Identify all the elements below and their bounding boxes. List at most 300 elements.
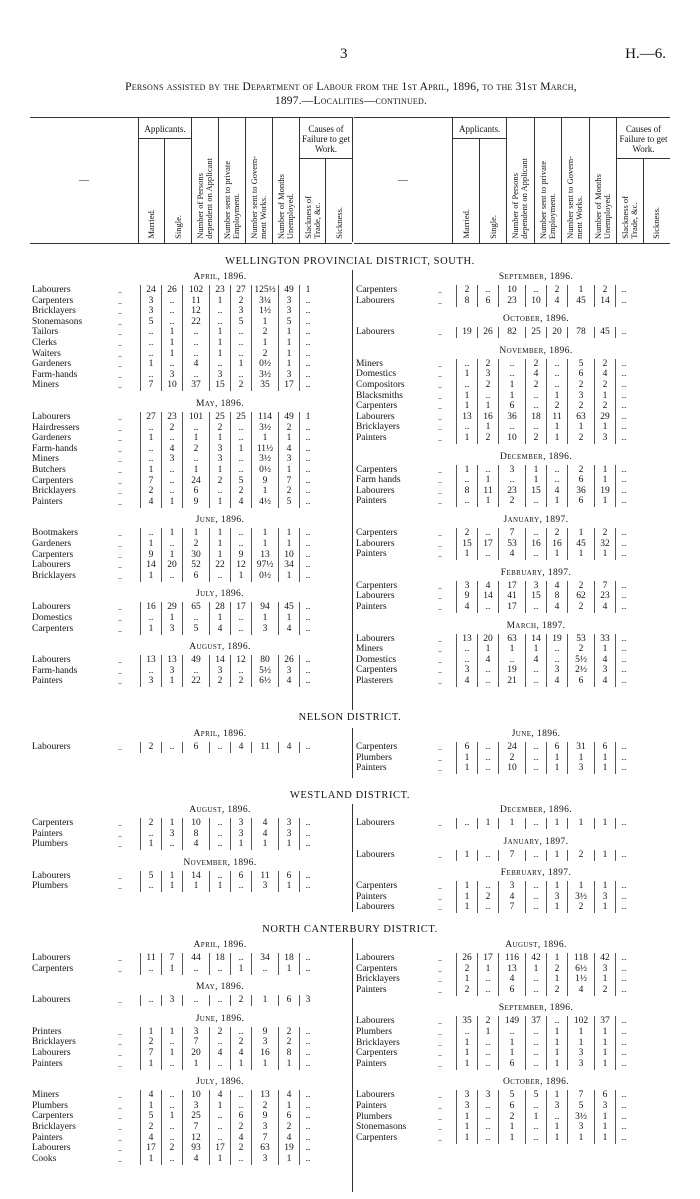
single-value: 3 <box>477 369 498 380</box>
single-value: .. <box>161 486 182 497</box>
married-value: 15 <box>456 539 477 550</box>
single-value: 29 <box>161 602 182 613</box>
occupation-label: Carpenters <box>32 1111 74 1122</box>
married-value: 5 <box>140 871 161 882</box>
dependent-value: .. <box>182 423 209 434</box>
table-row <box>356 549 686 560</box>
dependent-value: 1 <box>498 391 525 402</box>
single-value: 6 <box>477 296 498 307</box>
single-value: 1 <box>161 1027 182 1038</box>
month-heading: August, 1896. <box>189 642 251 653</box>
government-value: 4 <box>546 486 567 497</box>
sickness-value: .. <box>615 753 632 764</box>
table-row <box>32 1154 362 1165</box>
month-heading: August, 1896. <box>189 805 251 815</box>
single-value: .. <box>161 839 182 850</box>
sickness-value: .. <box>299 871 316 882</box>
leader-dots: .. <box>438 882 442 892</box>
dependent-value: .. <box>498 655 525 666</box>
slackness-value: 6 <box>278 871 299 882</box>
sickness-value: .. <box>615 1038 632 1049</box>
row-values <box>456 1122 632 1133</box>
sickness-value: .. <box>615 528 632 539</box>
table-row <box>32 1059 362 1070</box>
dependent-value: 23 <box>498 296 525 307</box>
sickness-value: .. <box>615 433 632 444</box>
sickness-value: .. <box>299 1154 316 1165</box>
occupation-label: Carpenters <box>356 285 398 295</box>
occupation-label: Compositors <box>356 380 405 390</box>
slackness-value: 5 <box>278 317 299 328</box>
government-value: .. <box>230 539 251 550</box>
dependent-value: 149 <box>498 1016 525 1027</box>
months-value: 7 <box>251 1133 278 1144</box>
government-value: 12 <box>230 655 251 666</box>
married-value: 4 <box>456 676 477 687</box>
months-value: 1 <box>567 1133 594 1144</box>
private-value: 2 <box>209 676 230 687</box>
married-value: 1 <box>456 549 477 560</box>
slackness-value: 1 <box>594 422 615 433</box>
table-row <box>356 1101 686 1112</box>
married-value: 3 <box>456 1090 477 1101</box>
government-value: 1 <box>546 391 567 402</box>
married-col <box>453 139 479 243</box>
slackness-value: 4 <box>278 676 299 687</box>
occupation-label: Carpenters <box>356 401 398 412</box>
sickness-value: .. <box>299 380 316 391</box>
row-values <box>456 1059 632 1070</box>
row-values <box>140 1111 316 1122</box>
dependent-value: 53 <box>498 539 525 550</box>
months-value: 6½ <box>567 964 594 975</box>
months-value: 62 <box>567 591 594 602</box>
row-values <box>140 444 316 455</box>
dependent-value: .. <box>498 422 525 433</box>
single-value: .. <box>477 974 498 985</box>
slackness-value: 1 <box>278 613 299 624</box>
private-value: 1 <box>209 327 230 338</box>
government-value: 1 <box>546 763 567 774</box>
private-value: .. <box>525 549 546 560</box>
married-value: 7 <box>140 380 161 391</box>
row-values <box>140 327 316 338</box>
sickness-heading: Sickness. <box>333 207 344 239</box>
occupation-label: Labourers <box>32 1143 71 1154</box>
private-value: .. <box>525 602 546 613</box>
government-heading: Number sent to Govern- ment Works. <box>248 156 268 239</box>
leader-dots: .. <box>118 370 122 380</box>
sickness-value: .. <box>299 1090 316 1101</box>
month-heading: September, 1896. <box>498 272 574 282</box>
married-value: 35 <box>456 1016 477 1027</box>
dependent-value: 2 <box>182 444 209 455</box>
dependent-value: 17 <box>498 581 525 592</box>
private-value: .. <box>209 571 230 582</box>
single-value: 23 <box>161 412 182 423</box>
slackness-value: 1 <box>278 571 299 582</box>
leader-dots: .. <box>438 286 442 295</box>
row-values <box>456 964 632 975</box>
table-row <box>32 433 362 444</box>
slackness-value: 1 <box>278 539 299 550</box>
married-col <box>139 139 165 243</box>
single-value: 1 <box>161 871 182 882</box>
occupation-label: Plumbers <box>356 752 392 763</box>
table-row <box>32 1111 362 1122</box>
dependent-value: 2 <box>498 496 525 507</box>
single-value: 20 <box>477 634 498 645</box>
leader-dots: .. <box>118 871 122 881</box>
slackness-value: 1 <box>278 349 299 360</box>
occupation-label: Painters <box>356 984 387 995</box>
leader-dots: .. <box>438 850 442 860</box>
occupation-label: Carpenters <box>356 742 398 752</box>
married-value: .. <box>456 380 477 391</box>
table-row <box>356 591 686 602</box>
government-value: 2 <box>230 296 251 307</box>
dependent-value: 1 <box>182 528 209 539</box>
dependent-value: 4 <box>498 549 525 560</box>
leader-dots: .. <box>438 1112 442 1122</box>
table-row <box>32 317 362 328</box>
leader-dots: .. <box>438 1123 442 1133</box>
government-value: 3 <box>230 306 251 317</box>
government-value: 1 <box>230 839 251 850</box>
dependent-value: 52 <box>182 560 209 571</box>
row-values <box>456 1112 632 1123</box>
months-value: 3 <box>251 1037 278 1048</box>
sickness-value: .. <box>615 634 632 645</box>
married-value: 19 <box>456 327 477 338</box>
slackness-value: 1 <box>594 1038 615 1049</box>
leader-dots: .. <box>438 964 442 974</box>
slackness-value: 1 <box>594 1122 615 1133</box>
leader-dots: .. <box>118 413 122 422</box>
month-heading: July, 1896. <box>196 589 244 600</box>
slackness-value: 3 <box>594 433 615 444</box>
occupation-label: Painters <box>356 1058 387 1069</box>
dependent-value: 1 <box>182 433 209 444</box>
row-values <box>140 839 316 850</box>
dependent-value: 6 <box>182 742 209 753</box>
occupation-label: Carpenters <box>32 295 74 306</box>
sickness-value: .. <box>299 839 316 850</box>
occupation-label: Bricklayers <box>32 1122 76 1132</box>
row-values <box>456 1027 632 1038</box>
married-value: .. <box>140 370 161 381</box>
sickness-value: .. <box>615 369 632 380</box>
slackness-value: 6 <box>278 1111 299 1122</box>
leader-dots: .. <box>118 819 122 828</box>
dependent-value: 1 <box>498 380 525 391</box>
occupation-label: Domestics <box>356 369 397 380</box>
married-value: 4 <box>140 497 161 508</box>
row-values <box>140 550 316 561</box>
married-value: .. <box>140 613 161 624</box>
dependent-value: .. <box>182 454 209 465</box>
row-values <box>456 475 632 486</box>
table-row <box>32 1048 362 1059</box>
slackness-value: 1 <box>594 763 615 774</box>
slackness-value: 4 <box>278 1090 299 1101</box>
row-values <box>456 974 632 985</box>
page-number: 3 <box>340 46 348 62</box>
private-value: .. <box>525 676 546 687</box>
months-value: 1 <box>251 539 278 550</box>
sickness-value: .. <box>299 953 316 964</box>
slackness-value: 2 <box>594 359 615 370</box>
occupation-label: Gardeners <box>32 359 72 370</box>
row-values <box>456 391 632 402</box>
leader-dots: .. <box>438 412 442 422</box>
married-value: .. <box>140 349 161 360</box>
private-heading-col <box>218 118 245 243</box>
sickness-value: .. <box>299 1037 316 1048</box>
month-heading: August, 1896. <box>505 940 567 950</box>
month-heading: December, 1896. <box>499 451 573 462</box>
column-divider <box>352 804 353 912</box>
private-value: 3 <box>209 370 230 381</box>
dependent-value: 4 <box>498 974 525 985</box>
married-value: 16 <box>140 602 161 613</box>
leader-dots: .. <box>438 370 442 380</box>
table-row <box>356 974 686 985</box>
table-row <box>356 475 686 486</box>
table-row <box>32 624 362 635</box>
occupation-label: Painters <box>32 1058 63 1069</box>
table-row <box>32 454 362 465</box>
private-value: .. <box>209 306 230 317</box>
married-value: 1 <box>140 624 161 635</box>
occupation-label: Painters <box>32 496 63 507</box>
row-values <box>140 1101 316 1112</box>
occupation-label: Domestics <box>356 654 397 665</box>
leader-dots: .. <box>118 296 122 306</box>
slackness-value: 3 <box>278 296 299 307</box>
months-value: 6 <box>567 676 594 687</box>
leader-dots: .. <box>438 1049 442 1059</box>
occupation-label: Painters <box>356 549 387 560</box>
row-values <box>456 881 632 892</box>
sickness-value: .. <box>299 560 316 571</box>
table-row <box>32 602 362 613</box>
single-value: .. <box>477 1112 498 1123</box>
occupation-label: Gardeners <box>32 433 72 444</box>
months-value: 36 <box>567 486 594 497</box>
married-value: 3 <box>140 676 161 687</box>
slackness-value: 3 <box>278 454 299 465</box>
dependent-value: 1 <box>498 1048 525 1059</box>
months-value: 63 <box>567 412 594 423</box>
private-value: .. <box>209 1059 230 1070</box>
single-value: .. <box>161 1101 182 1112</box>
married-value: 2 <box>140 486 161 497</box>
months-value: 9 <box>251 1027 278 1038</box>
slackness-value: 2 <box>594 528 615 539</box>
dependent-value: 41 <box>498 591 525 602</box>
private-value: .. <box>209 818 230 829</box>
leader-dots: .. <box>438 1102 442 1111</box>
private-value: 1 <box>209 1101 230 1112</box>
months-value: 114 <box>251 412 278 423</box>
table-row <box>356 753 686 764</box>
months-value: 2 <box>567 433 594 444</box>
government-value: 2 <box>230 676 251 687</box>
months-value: 13 <box>251 550 278 561</box>
row-values <box>456 422 632 433</box>
private-heading: Number sent to private Employment. <box>537 160 557 239</box>
slackness-value: 1 <box>278 528 299 539</box>
sickness-value: .. <box>615 412 632 423</box>
row-values <box>456 892 632 903</box>
slackness-value: 1 <box>594 818 615 829</box>
dependent-value: 1 <box>498 644 525 655</box>
married-value: 6 <box>456 742 477 753</box>
months-value: 5 <box>567 1101 594 1112</box>
dependent-value: 2 <box>498 753 525 764</box>
row-values <box>456 953 632 964</box>
dependent-value: 10 <box>498 763 525 774</box>
row-values <box>456 602 632 613</box>
private-value: 4 <box>525 655 546 666</box>
slackness-value: 2 <box>594 985 615 996</box>
single-value: 1 <box>477 422 498 433</box>
single-value: 3 <box>161 666 182 677</box>
table-row <box>356 433 686 444</box>
occupation-label: Labourers <box>356 633 395 644</box>
slackness-value: 4 <box>278 444 299 455</box>
table-row <box>356 285 686 296</box>
single-value: 1 <box>161 613 182 624</box>
married-value: 1 <box>140 1154 161 1165</box>
dependent-value: 1 <box>182 1059 209 1070</box>
leader-dots: .. <box>118 286 122 295</box>
table-row <box>356 850 686 861</box>
sickness-value: .. <box>299 476 316 487</box>
occupation-label: Labourers <box>356 849 395 860</box>
table-row <box>356 496 686 507</box>
single-value: 1 <box>161 1048 182 1059</box>
table-row <box>32 829 362 840</box>
single-value: .. <box>161 296 182 307</box>
private-value: 3 <box>209 666 230 677</box>
private-value: .. <box>209 742 230 753</box>
married-value: 1 <box>456 1059 477 1070</box>
occupation-label: Hairdressers <box>32 422 80 433</box>
dependent-value: 10 <box>498 433 525 444</box>
government-value: 4 <box>230 742 251 753</box>
months-value: 1 <box>251 338 278 349</box>
slackness-value: 49 <box>278 285 299 296</box>
dependent-value: 2 <box>182 539 209 550</box>
slackness-value: 14 <box>594 296 615 307</box>
row-values <box>140 476 316 487</box>
dependent-value: 24 <box>182 476 209 487</box>
private-value: 2 <box>209 1027 230 1038</box>
causes-subheadings <box>617 159 670 243</box>
single-value: 2 <box>477 359 498 370</box>
months-value: 4½ <box>251 497 278 508</box>
row-values <box>456 676 632 687</box>
single-value: 2 <box>477 1016 498 1027</box>
government-value: 2 <box>546 964 567 975</box>
leader-dots: .. <box>118 487 122 497</box>
sickness-value: .. <box>299 818 316 829</box>
sickness-value: .. <box>615 327 632 338</box>
dependent-value: 24 <box>498 742 525 753</box>
dependent-value: 102 <box>182 285 209 296</box>
private-value: 17 <box>209 1143 230 1154</box>
months-value: 1 <box>251 995 278 1006</box>
sickness-value: .. <box>615 1122 632 1133</box>
occupation-label: Labourers <box>32 655 71 666</box>
months-value: 1 <box>251 528 278 539</box>
government-value: .. <box>546 655 567 666</box>
slackness-value: 3 <box>278 666 299 677</box>
table-row <box>356 1016 686 1027</box>
row-values <box>140 1037 316 1048</box>
slackness-value: 1 <box>278 465 299 476</box>
sickness-value: .. <box>299 454 316 465</box>
slackness-value: 1 <box>278 338 299 349</box>
government-value: .. <box>230 953 251 964</box>
dependent-value: 7 <box>182 1122 209 1133</box>
married-value: 9 <box>456 591 477 602</box>
single-value: 11 <box>477 486 498 497</box>
dependent-value: 13 <box>498 964 525 975</box>
sickness-col <box>325 159 352 243</box>
sickness-value: .. <box>615 486 632 497</box>
married-value: 2 <box>456 964 477 975</box>
row-values <box>456 850 632 861</box>
government-value: 1 <box>546 1133 567 1144</box>
government-value: 3 <box>230 818 251 829</box>
months-value: 1 <box>251 839 278 850</box>
leader-dots: .. <box>118 1038 122 1048</box>
private-value: .. <box>525 742 546 753</box>
government-value: .. <box>546 380 567 391</box>
single-value: .. <box>161 1037 182 1048</box>
married-value: 8 <box>456 486 477 497</box>
sickness-value: .. <box>615 285 632 296</box>
leader-dots: .. <box>118 666 122 676</box>
single-value: 2 <box>477 433 498 444</box>
government-heading: Number sent to Govern- ment Works. <box>565 156 585 239</box>
private-value: .. <box>525 1038 546 1049</box>
month-heading: October, 1896. <box>502 314 570 325</box>
sickness-value: .. <box>299 1143 316 1154</box>
dependent-value: .. <box>498 475 525 486</box>
single-value: .. <box>161 742 182 753</box>
dependent-value: 3 <box>182 1027 209 1038</box>
married-value: 1 <box>456 881 477 892</box>
married-heading: Married. <box>460 209 471 239</box>
single-value: 1 <box>161 550 182 561</box>
row-values <box>456 655 632 666</box>
table-row <box>356 401 686 412</box>
single-value: .. <box>161 1154 182 1165</box>
single-value: 26 <box>477 327 498 338</box>
slackness-value: 1 <box>278 1059 299 1070</box>
leader-dots: .. <box>118 497 122 507</box>
table-row <box>356 892 686 903</box>
single-value: .. <box>161 1090 182 1101</box>
government-value: .. <box>546 644 567 655</box>
occupation-label: Miners <box>32 380 59 391</box>
sickness-value: .. <box>615 475 632 486</box>
row-values <box>140 497 316 508</box>
